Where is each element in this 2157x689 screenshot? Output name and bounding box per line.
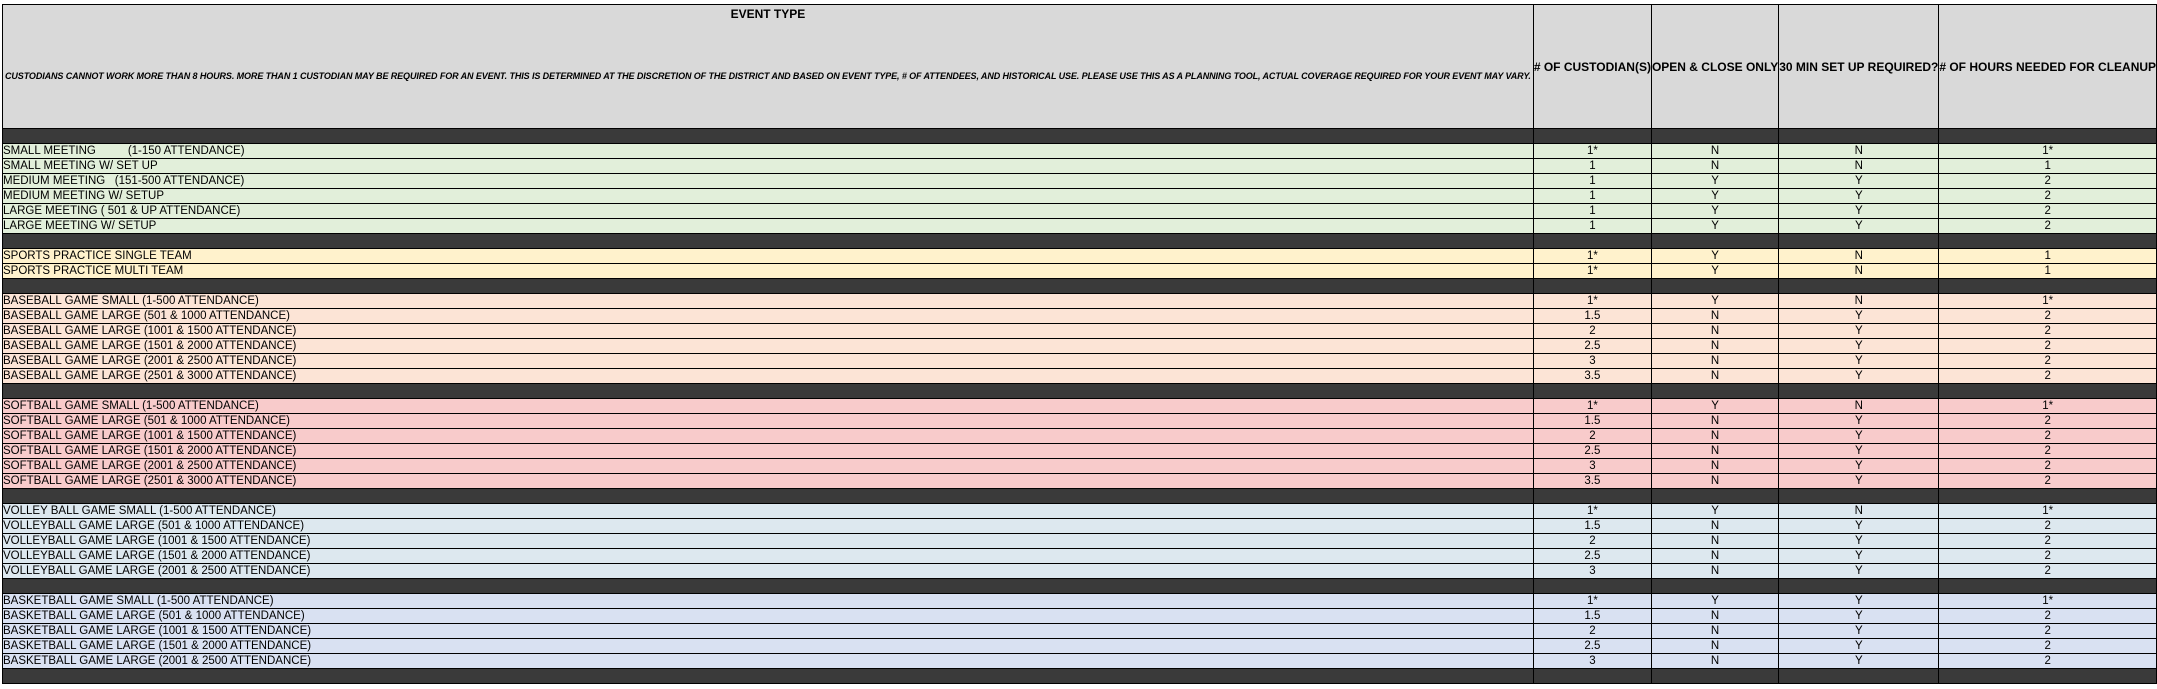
separator-cell [1651,669,1778,684]
cell-setup: Y [1779,594,1939,609]
group-separator-row [3,234,2157,249]
cell-cleanup: 2 [1939,369,2157,384]
cell-open-close: Y [1651,249,1778,264]
table-row [3,474,2157,489]
cell-open-close: Y [1651,204,1778,219]
cell-open-close: N [1651,309,1778,324]
cell-event: BASKETBALL GAME SMALL (1-500 ATTENDANCE) [3,594,1534,609]
table-header [3,5,2157,129]
cell-event: SMALL MEETING (1-150 ATTENDANCE) [3,144,1534,159]
cell-open-close: N [1651,654,1778,669]
cell-cleanup: 2 [1939,549,2157,564]
cell-cleanup: 2 [1939,324,2157,339]
separator-cell [1533,129,1651,144]
cell-open-close: N [1651,534,1778,549]
cell-cleanup: 2 [1939,354,2157,369]
table-row [3,219,2157,234]
table-row [3,504,2157,519]
cell-custodians: 3.5 [1533,369,1651,384]
cell-custodians: 1 [1533,189,1651,204]
cell-custodians: 3 [1533,354,1651,369]
cell-custodians: 1* [1533,504,1651,519]
cell-open-close: N [1651,624,1778,639]
cell-open-close: N [1651,324,1778,339]
cell-cleanup: 2 [1939,204,2157,219]
cell-setup: Y [1779,324,1939,339]
cell-event: BASEBALL GAME LARGE (2501 & 3000 ATTENDANCE) [3,369,1534,384]
cell-custodians: 2.5 [1533,549,1651,564]
table-row [3,294,2157,309]
cell-custodians: 1* [1533,144,1651,159]
separator-cell [1533,279,1651,294]
cell-setup: Y [1779,549,1939,564]
cell-setup: Y [1779,219,1939,234]
cell-event: SOFTBALL GAME SMALL (1-500 ATTENDANCE) [3,399,1534,414]
cell-event: SOFTBALL GAME LARGE (501 & 1000 ATTENDANCE) [3,414,1534,429]
cell-custodians: 3.5 [1533,474,1651,489]
cell-cleanup: 2 [1939,624,2157,639]
separator-cell [1779,669,1939,684]
table-row [3,339,2157,354]
custodian-planning-table [2,4,2157,684]
cell-event: SOFTBALL GAME LARGE (1001 & 1500 ATTENDANCE) [3,429,1534,444]
separator-cell [1939,279,2157,294]
table-row [3,204,2157,219]
cell-open-close: N [1651,639,1778,654]
cell-cleanup: 2 [1939,459,2157,474]
table-row [3,189,2157,204]
cell-custodians: 1* [1533,594,1651,609]
header-open-close: OPEN & CLOSE ONLY [1651,5,1778,129]
cell-setup: N [1779,159,1939,174]
cell-event: BASKETBALL GAME LARGE (1001 & 1500 ATTENDANCE) [3,624,1534,639]
cell-open-close: Y [1651,219,1778,234]
cell-cleanup: 2 [1939,519,2157,534]
separator-cell [1939,129,2157,144]
cell-setup: Y [1779,354,1939,369]
cell-custodians: 1.5 [1533,414,1651,429]
cell-setup: N [1779,294,1939,309]
cell-custodians: 1 [1533,159,1651,174]
cell-cleanup: 1* [1939,294,2157,309]
separator-cell [1779,384,1939,399]
cell-cleanup: 2 [1939,174,2157,189]
cell-open-close: N [1651,609,1778,624]
cell-event: SPORTS PRACTICE SINGLE TEAM [3,249,1534,264]
cell-custodians: 2 [1533,324,1651,339]
cell-cleanup: 2 [1939,219,2157,234]
group-separator-row [3,279,2157,294]
table-row [3,639,2157,654]
cell-setup: Y [1779,414,1939,429]
table-row [3,309,2157,324]
cell-cleanup: 1* [1939,504,2157,519]
cell-cleanup: 2 [1939,189,2157,204]
header-cleanup: # OF HOURS NEEDED FOR CLEANUP [1939,5,2157,129]
cell-open-close: N [1651,459,1778,474]
cell-event: LARGE MEETING ( 501 & UP ATTENDANCE) [3,204,1534,219]
separator-cell [1533,489,1651,504]
separator-cell [3,234,1534,249]
table-row [3,624,2157,639]
cell-custodians: 2.5 [1533,339,1651,354]
group-separator-row [3,384,2157,399]
cell-custodians: 2.5 [1533,639,1651,654]
cell-setup: Y [1779,189,1939,204]
table-row [3,324,2157,339]
cell-custodians: 1.5 [1533,309,1651,324]
cell-custodians: 2.5 [1533,444,1651,459]
cell-event: BASEBALL GAME SMALL (1-500 ATTENDANCE) [3,294,1534,309]
table-row [3,444,2157,459]
cell-custodians: 3 [1533,654,1651,669]
cell-cleanup: 2 [1939,474,2157,489]
cell-setup: Y [1779,204,1939,219]
cell-event: LARGE MEETING W/ SETUP [3,219,1534,234]
table-row [3,399,2157,414]
cell-open-close: N [1651,339,1778,354]
separator-cell [3,129,1534,144]
separator-cell [1779,579,1939,594]
table-row [3,414,2157,429]
cell-cleanup: 2 [1939,444,2157,459]
table-row [3,249,2157,264]
cell-event: VOLLEY BALL GAME SMALL (1-500 ATTENDANCE) [3,504,1534,519]
cell-open-close: Y [1651,294,1778,309]
cell-event: VOLLEYBALL GAME LARGE (2001 & 2500 ATTENDANCE) [3,564,1534,579]
cell-event: BASKETBALL GAME LARGE (2001 & 2500 ATTENDANCE) [3,654,1534,669]
separator-cell [1651,129,1778,144]
group-separator-row [3,579,2157,594]
cell-setup: N [1779,144,1939,159]
table-body [3,129,2157,684]
separator-cell [1651,279,1778,294]
custodian-policy-note: CUSTODIANS CANNOT WORK MORE THAN 8 HOURS. MORE THAN 1 CUSTODIAN MAY BE REQUIRED FOR AN EVENT. THIS IS DETERMINED AT THE DISCRETION OF THE DISTRICT AND BASED ON EVENT TYPE, # OF ATTENDEES, AND HISTORICAL USE. PLEASE USE THIS AS A PLANNING TOOL, ACTUAL COVERAGE REQUIRED FOR YOUR EVENT MAY VARY. [5,71,1531,81]
cell-event: SOFTBALL GAME LARGE (2001 & 2500 ATTENDANCE) [3,459,1534,474]
separator-cell [1939,234,2157,249]
cell-cleanup: 2 [1939,414,2157,429]
cell-open-close: Y [1651,399,1778,414]
cell-custodians: 1.5 [1533,519,1651,534]
cell-cleanup: 1 [1939,159,2157,174]
cell-event: VOLLEYBALL GAME LARGE (1501 & 2000 ATTENDANCE) [3,549,1534,564]
cell-open-close: N [1651,549,1778,564]
cell-setup: Y [1779,339,1939,354]
cell-open-close: N [1651,159,1778,174]
separator-cell [1939,669,2157,684]
cell-custodians: 1.5 [1533,609,1651,624]
separator-cell [1651,384,1778,399]
cell-custodians: 1 [1533,219,1651,234]
cell-open-close: N [1651,354,1778,369]
cell-cleanup: 1 [1939,249,2157,264]
cell-custodians: 1 [1533,204,1651,219]
separator-cell [3,489,1534,504]
separator-cell [3,669,1534,684]
cell-event: BASEBALL GAME LARGE (501 & 1000 ATTENDANCE) [3,309,1534,324]
table-row [3,564,2157,579]
cell-event: SPORTS PRACTICE MULTI TEAM [3,264,1534,279]
cell-setup: Y [1779,609,1939,624]
cell-open-close: N [1651,564,1778,579]
cell-setup: Y [1779,309,1939,324]
table-row [3,354,2157,369]
table-row [3,144,2157,159]
table-row [3,549,2157,564]
cell-event: BASEBALL GAME LARGE (1001 & 1500 ATTENDANCE) [3,324,1534,339]
separator-cell [1533,579,1651,594]
cell-custodians: 3 [1533,459,1651,474]
separator-cell [1939,579,2157,594]
cell-cleanup: 2 [1939,429,2157,444]
cell-setup: Y [1779,444,1939,459]
cell-open-close: Y [1651,264,1778,279]
table-row [3,159,2157,174]
cell-open-close: N [1651,519,1778,534]
cell-cleanup: 2 [1939,564,2157,579]
group-separator-row [3,489,2157,504]
header-setup: 30 MIN SET UP REQUIRED? [1779,5,1939,129]
cell-event: SMALL MEETING W/ SET UP [3,159,1534,174]
cell-setup: N [1779,504,1939,519]
cell-setup: N [1779,399,1939,414]
cell-custodians: 1* [1533,294,1651,309]
cell-open-close: Y [1651,189,1778,204]
cell-cleanup: 1 [1939,264,2157,279]
cell-setup: N [1779,249,1939,264]
cell-setup: N [1779,264,1939,279]
separator-cell [1779,279,1939,294]
cell-open-close: N [1651,474,1778,489]
cell-setup: Y [1779,564,1939,579]
separator-cell [1651,579,1778,594]
cell-open-close: N [1651,444,1778,459]
cell-event: VOLLEYBALL GAME LARGE (501 & 1000 ATTENDANCE) [3,519,1534,534]
cell-cleanup: 1* [1939,399,2157,414]
separator-cell [1533,384,1651,399]
cell-event: VOLLEYBALL GAME LARGE (1001 & 1500 ATTENDANCE) [3,534,1534,549]
cell-setup: Y [1779,429,1939,444]
cell-custodians: 2 [1533,429,1651,444]
separator-cell [1779,234,1939,249]
separator-cell [1779,129,1939,144]
separator-cell [1533,669,1651,684]
table-row [3,609,2157,624]
table-row [3,429,2157,444]
cell-open-close: N [1651,429,1778,444]
cell-custodians: 3 [1533,564,1651,579]
table-row [3,459,2157,474]
cell-cleanup: 2 [1939,654,2157,669]
cell-event: SOFTBALL GAME LARGE (1501 & 2000 ATTENDANCE) [3,444,1534,459]
cell-event: BASKETBALL GAME LARGE (501 & 1000 ATTENDANCE) [3,609,1534,624]
separator-cell [1939,384,2157,399]
cell-cleanup: 1* [1939,594,2157,609]
group-separator-row [3,129,2157,144]
cell-event: SOFTBALL GAME LARGE (2501 & 3000 ATTENDANCE) [3,474,1534,489]
event-type-title: EVENT TYPE [730,7,806,21]
cell-setup: Y [1779,639,1939,654]
cell-custodians: 1* [1533,249,1651,264]
cell-setup: Y [1779,369,1939,384]
cell-cleanup: 2 [1939,534,2157,549]
cell-setup: Y [1779,459,1939,474]
cell-custodians: 1 [1533,174,1651,189]
cell-open-close: N [1651,414,1778,429]
cell-setup: Y [1779,624,1939,639]
header-custodians: # OF CUSTODIAN(S) [1533,5,1651,129]
cell-setup: Y [1779,174,1939,189]
cell-cleanup: 2 [1939,609,2157,624]
separator-cell [3,579,1534,594]
separator-cell [1651,489,1778,504]
cell-event: BASEBALL GAME LARGE (2001 & 2500 ATTENDANCE) [3,354,1534,369]
cell-custodians: 1* [1533,399,1651,414]
cell-cleanup: 2 [1939,309,2157,324]
cell-setup: Y [1779,654,1939,669]
separator-cell [1779,489,1939,504]
group-separator-row [3,669,2157,684]
table-row [3,369,2157,384]
cell-event: MEDIUM MEETING (151-500 ATTENDANCE) [3,174,1534,189]
table-row [3,174,2157,189]
table-row [3,519,2157,534]
cell-cleanup: 1* [1939,144,2157,159]
cell-open-close: N [1651,369,1778,384]
separator-cell [3,279,1534,294]
header-event-type [3,5,1534,129]
cell-open-close: Y [1651,504,1778,519]
table-row [3,534,2157,549]
cell-event: MEDIUM MEETING W/ SETUP [3,189,1534,204]
separator-cell [1651,234,1778,249]
separator-cell [1939,489,2157,504]
table-row [3,264,2157,279]
separator-cell [3,384,1534,399]
cell-open-close: N [1651,144,1778,159]
cell-setup: Y [1779,519,1939,534]
cell-open-close: Y [1651,174,1778,189]
cell-cleanup: 2 [1939,639,2157,654]
cell-custodians: 2 [1533,534,1651,549]
separator-cell [1533,234,1651,249]
table-row [3,594,2157,609]
table-row [3,654,2157,669]
cell-open-close: Y [1651,594,1778,609]
cell-setup: Y [1779,534,1939,549]
cell-event: BASKETBALL GAME LARGE (1501 & 2000 ATTENDANCE) [3,639,1534,654]
cell-cleanup: 2 [1939,339,2157,354]
cell-custodians: 2 [1533,624,1651,639]
cell-custodians: 1* [1533,264,1651,279]
cell-event: BASEBALL GAME LARGE (1501 & 2000 ATTENDANCE) [3,339,1534,354]
cell-setup: Y [1779,474,1939,489]
